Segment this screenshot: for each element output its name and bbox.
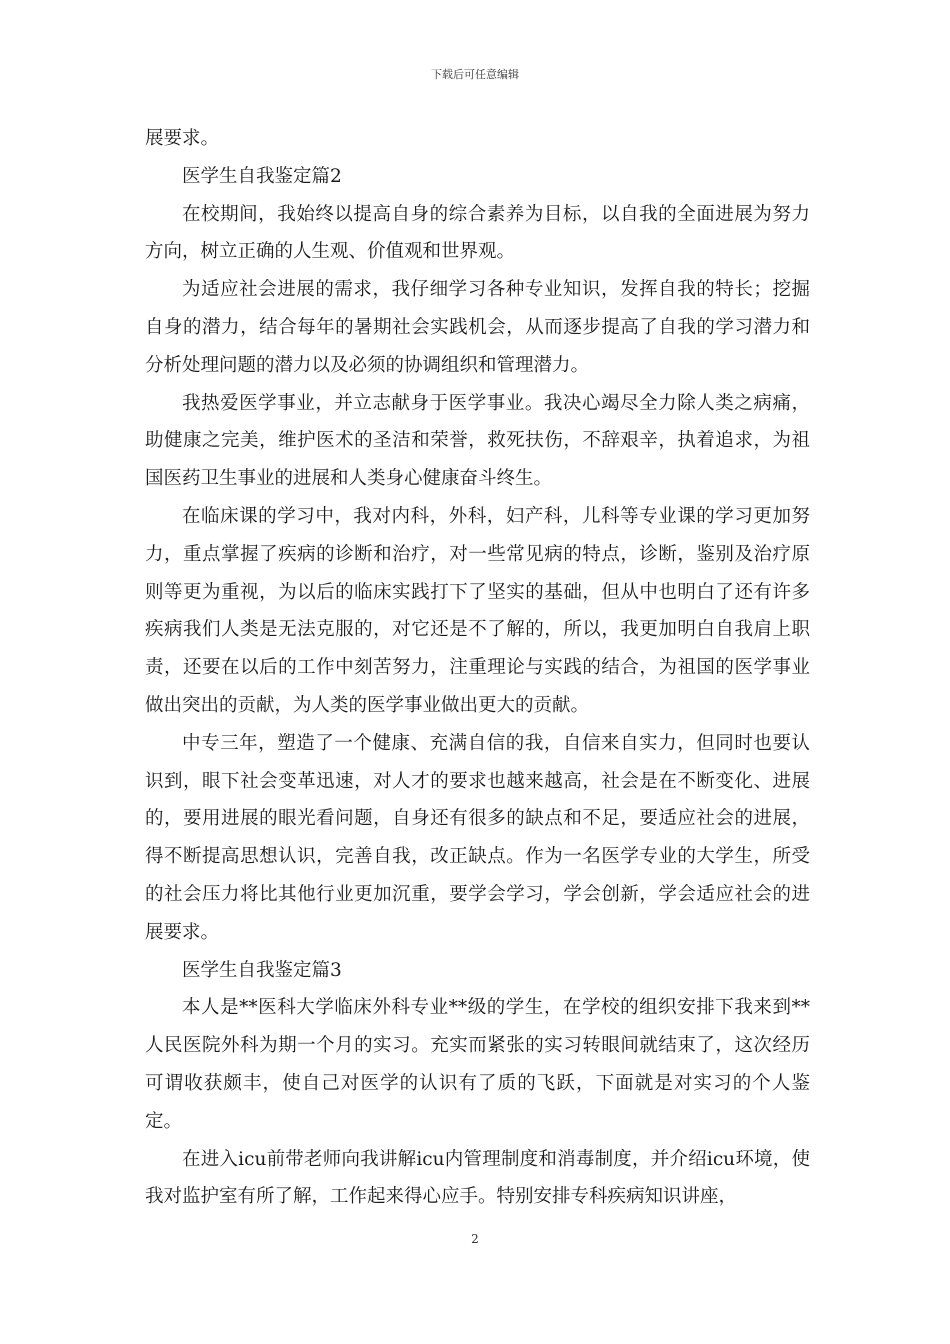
paragraph: 在校期间，我始终以提高自身的综合素养为目标，以自我的全面进展为努力方向，树立正确的人生观、价值观和世界观。: [145, 203, 810, 263]
body-text: [145, 120, 810, 1216]
paragraph: 中专三年，塑造了一个健康、充满自信的我，自信来自实力，但同时也要认识到，眼下社会变革迅速，对人才的要求也越来越高，社会是在不断变化、进展的，要用进展的眼光看问题，自身还有很多的缺点和不足，要适应社会的进展，得不断提高思想认识，完善自我，改正缺点。作为一名医学专业的大学生，所受的社会压力将比其他行业更加沉重，要学会学习，学会创新，学会适应社会的进展要求。: [145, 732, 810, 943]
section-heading: 医学生自我鉴定篇3: [182, 959, 342, 981]
paragraph: 我热爱医学事业，并立志献身于医学事业。我决心竭尽全力除人类之病痛，助健康之完美，维护医术的圣洁和荣誉，救死扶伤，不辞艰辛，执着追求，为祖国医药卫生事业的进展和人类身心健康奋斗终生。: [145, 392, 810, 490]
paragraph: 在进入icu前带老师向我讲解icu内管理制度和消毒制度，并介绍icu环境，使我对监护室有所了解，工作起来得心应手。特别安排专科疾病知识讲座，: [145, 1148, 810, 1208]
paragraph: 为适应社会进展的需求，我仔细学习各种专业知识，发挥自我的特长；挖掘自身的潜力，结合每年的暑期社会实践机会，从而逐步提高了自我的学习潜力和分析处理问题的潜力以及必须的协调组织和管理潜力。: [145, 279, 810, 376]
page-number: 2: [471, 1232, 479, 1246]
paragraph-continuation: 展要求。: [145, 128, 220, 149]
page-header: 下载后可任意编辑: [431, 68, 519, 81]
paragraph: 本人是**医科大学临床外科专业**级的学生，在学校的组织安排下我来到**人民医院外科为期一个月的实习。充实而紧张的实习转眼间就结束了，这次经历可谓收获颇丰，使自己对医学的认识有了质的飞跃，下面就是对实习的个人鉴定。: [145, 997, 810, 1132]
section-heading: 医学生自我鉴定篇2: [182, 165, 342, 187]
paragraph: 在临床课的学习中，我对内科，外科，妇产科，儿科等专业课的学习更加努力，重点掌握了疾病的诊断和治疗，对一些常见病的特点，诊断，鉴别及治疗原则等更为重视，为以后的临床实践打下了坚实的基础，但从中也明白了还有许多疾病我们人类是无法克服的，对它还是不了解的，所以，我更加明白自我肩上职责，还要在以后的工作中刻苦努力，注重理论与实践的结合，为祖国的医学事业做出突出的贡献，为人类的医学事业做出更大的贡献。: [145, 505, 810, 716]
